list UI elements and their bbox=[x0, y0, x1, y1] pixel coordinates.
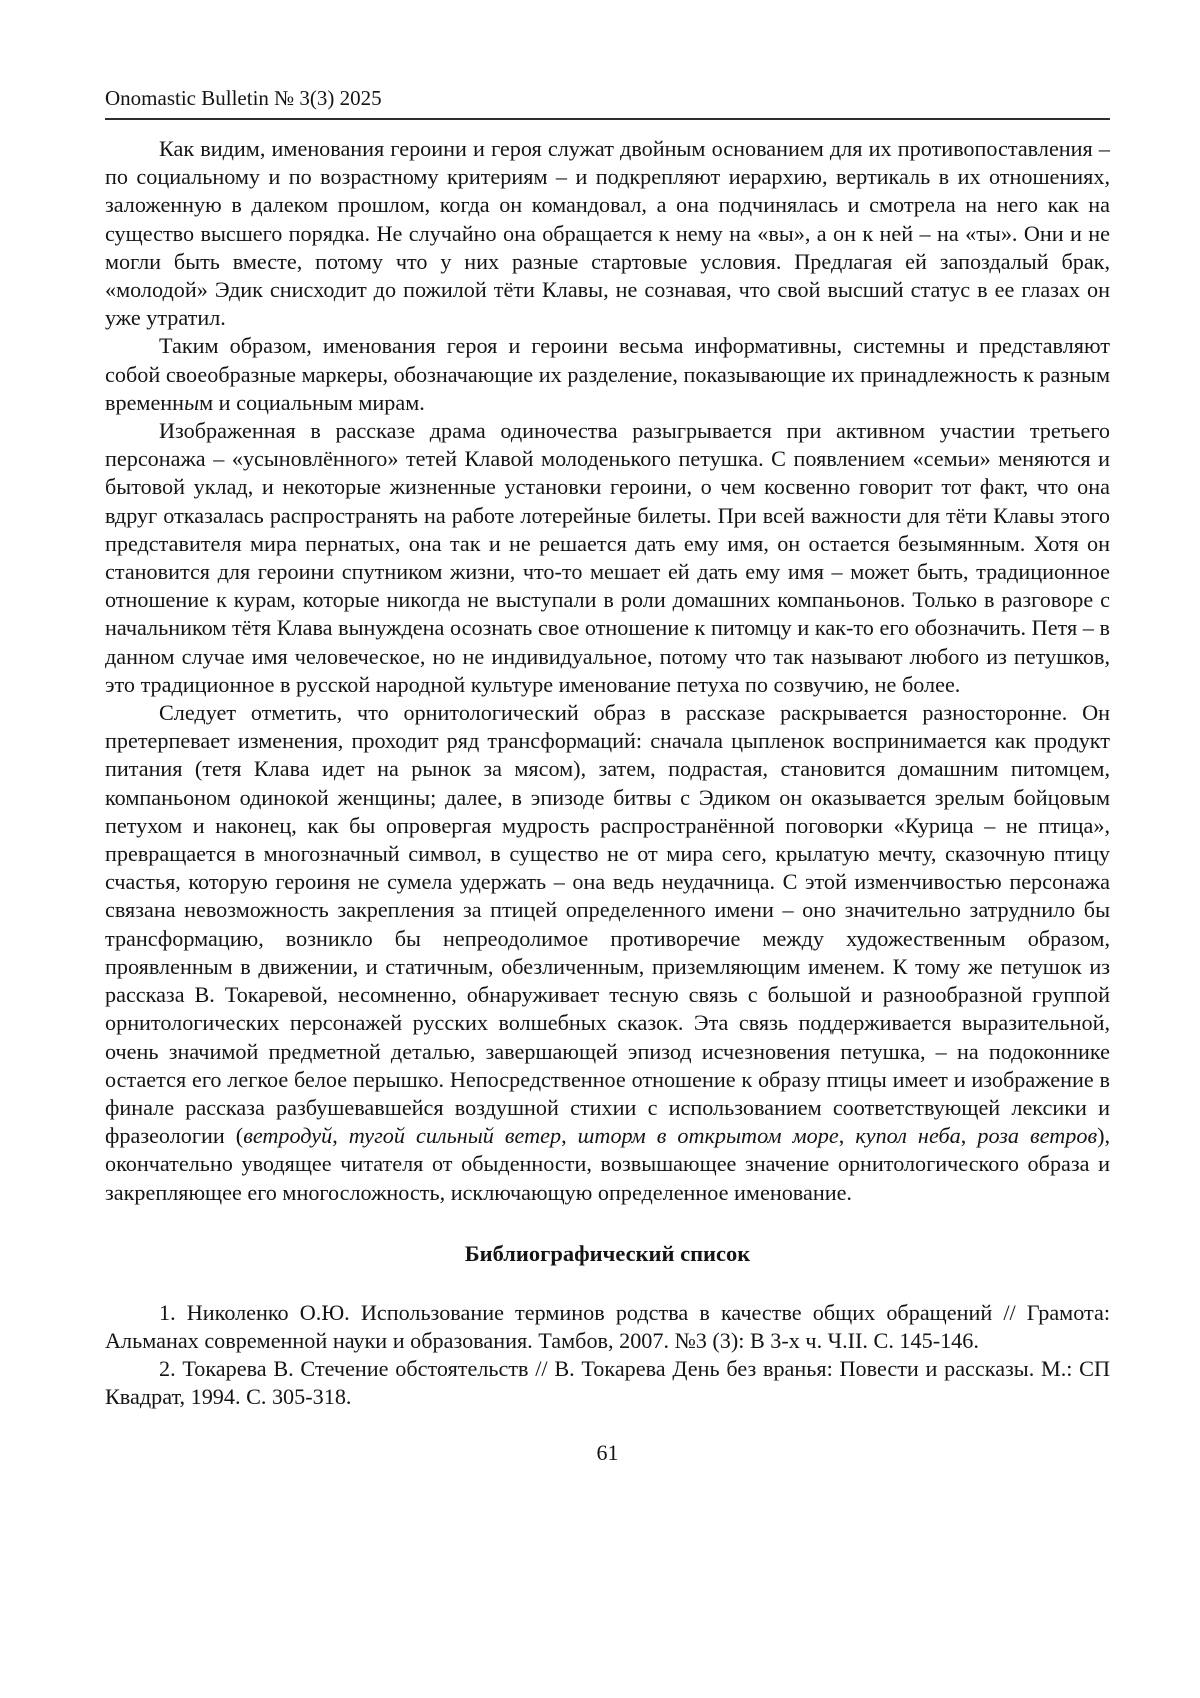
bibliography-list bbox=[105, 1299, 1110, 1412]
italic-text-run: купол неба bbox=[855, 1123, 961, 1149]
paragraph bbox=[105, 699, 1110, 1207]
article-body bbox=[105, 135, 1110, 1207]
text-run: , bbox=[960, 1123, 978, 1149]
page-number: 61 bbox=[596, 1439, 619, 1465]
italic-text-run: тугой сильный ветер bbox=[348, 1123, 562, 1149]
bibliography-item: 1. Николенко О.Ю. Использование терминов родства в качестве общих обращений // Грамота: Альманах современной науки и образования. Тамбов, 2007. №3 (3): В 3-х ч. Ч.II. С. 145-146. bbox=[105, 1299, 1110, 1353]
italic-text-run: ы bbox=[184, 389, 200, 415]
italic-text-run: шторм в открытом море bbox=[577, 1123, 839, 1149]
italic-text-run: ветродуй bbox=[243, 1123, 333, 1149]
paragraph bbox=[105, 417, 1110, 699]
text-run: Как видим, именования героини и героя служат двойным основанием для их противопоставления – по социальному и по возрастному критериям – и подкрепляют иерархию, вертикаль в их отношениях, заложенную в далеком прошлом, когда он командовал, а она подчинялась и смотрела на него как на существо высшего порядка. Не случайно она обращается к нему на «вы», а он к ней – на «ты». Они и не могли быть вместе, потому что у них разные стартовые условия. Предлагая ей запоздалый брак, «молодой» Эдик снисходит до пожилой тёти Клавы, не сознавая, что свой высший статус в ее глазах он уже утратил. bbox=[105, 136, 1110, 331]
text-run: Изображенная в рассказе драма одиночества разыгрывается при активном участии третьего персонажа – «усыновлённого» тетей Клавой молоденького петушка. С появлением «семьи» меняются и бытовой уклад, и некоторые жизненные установки героини, о чем косвенно говорит тот факт, что она вдруг отказалась распространять на работе лотерейные билеты. При всей важности для тёти Клавы этого представителя мира пернатых, она так и не решается дать ему имя, он остается безымянным. Хотя он становится для героини спутником жизни, что-то мешает ей дать ему имя – может быть, традиционное отношение к курам, которые никогда не выступали в роли домашних компаньонов. Только в разговоре с начальником тётя Клава вынуждена осознать свое отношение к питомцу и как-то его обозначить. Петя – в данном случае имя человеческое, но не индивидуальное, потому что так называют любого из петушков, это традиционное в русской народной культуре именование петуха по созвучию, не более. bbox=[105, 418, 1110, 697]
paragraph bbox=[105, 332, 1110, 417]
running-head bbox=[105, 86, 1110, 120]
text-run: , bbox=[561, 1123, 578, 1149]
italic-text-run: роза ветров bbox=[977, 1123, 1098, 1149]
journal-title: Onomastic Bulletin № 3(3) 2025 bbox=[105, 86, 382, 110]
paragraph bbox=[105, 135, 1110, 332]
text-run: Следует отметить, что орнитологический образ в рассказе раскрывается разносторонне. Он претерпевает изменения, проходит ряд трансформаций: сначала цыпленок воспринимается как продукт питания (тетя Клава идет на рынок за мясом), затем, подрастая, становится домашним питомцем, компаньоном одинокой женщины; далее, в эпизоде битвы с Эдиком он оказывается зрелым бойцовым петухом и наконец, как бы опровергая мудрость распространённой поговорки «Курица – не птица», превращается в многозначный символ, в существо не от мира сего, крылатую мечту, сказочную птицу счастья, которую героиня не сумела удержать – она ведь неудачница. С этой изменчивостью персонажа связана невозможность закрепления за птицей определенного имени – оно значительно затруднило бы трансформацию, возникло бы непреодолимое противоречие между художественным образом, проявленным в движении, и статичным, обезличенным, приземляющим именем. К тому же петушок из рассказа В. Токаревой, несомненно, обнаруживает тесную связь с большой и разнообразной группой орнитологических персонажей русских волшебных сказок. Эта связь поддерживается выразительной, очень значимой предметной деталью, завершающей эпизод исчезновения петушка, – на подоконнике остается его легкое белое перышко. Непосредственное отношение к образу птицы имеет и изображение в финале рассказа разбушевавшейся воздушной стихии с использованием соответствующей лексики и фразеологии ( bbox=[105, 700, 1110, 1149]
text-run: , bbox=[838, 1123, 856, 1149]
text-run: , bbox=[332, 1123, 349, 1149]
bibliography-heading: Библиографический список bbox=[464, 1240, 751, 1266]
text-run: Таким образом, именования героя и героини весьма информативны, системны и представляют собой своеобразные маркеры, обозначающие их разделение, показывающие их принадлежность к разным временн bbox=[105, 333, 1110, 415]
text-run: м и социальным мирам. bbox=[199, 389, 425, 415]
bibliography-item: 2. Токарева В. Стечение обстоятельств // В. Токарева День без вранья: Повести и рассказы. М.: СП Квадрат, 1994. С. 305-318. bbox=[105, 1356, 1110, 1410]
text-run: ), окончательно уводящее читателя от обыденности, возвышающее значение орнитологического образа и закрепляющее его многосложность, исключающую определенное именование. bbox=[105, 1123, 1111, 1205]
